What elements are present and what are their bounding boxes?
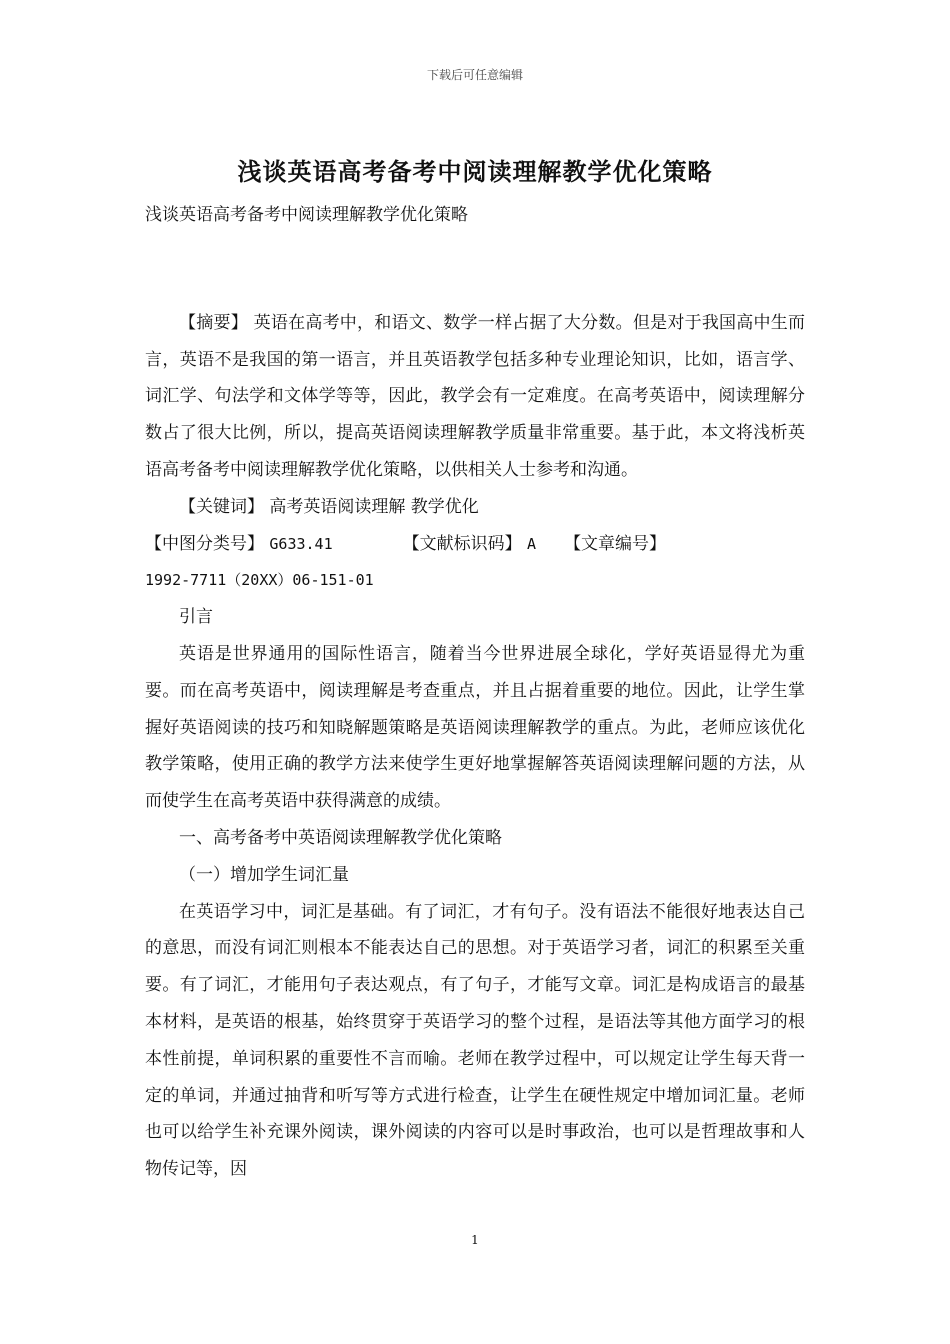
clc-value: G633.41	[269, 534, 333, 553]
keywords-text: 高考英语阅读理解 教学优化	[264, 496, 479, 517]
subsection-heading-1: （一）增加学生词汇量	[179, 864, 349, 885]
section-heading-1: 一、高考备考中英语阅读理解教学优化策略	[179, 827, 502, 848]
classification-line	[145, 526, 805, 563]
article-number-line	[145, 562, 805, 599]
abstract-text: 英语在高考中，和语文、数学一样占据了大分数。但是对于我国高中生而言，英语不是我国的第一语言，并且英语教学包括多种专业理论知识，比如，语言学、词汇学、句法学和文体学等等，因此，教学会有一定难度。在高考英语中，阅读理解分数占了很大比例，所以，提高英语阅读理解教学质量非常重要。基于此，本文将浅析英语高考备考中阅读理解教学优化策略，以供相关人士参考和沟通。	[145, 312, 806, 480]
intro-heading: 引言	[179, 607, 213, 628]
doc-code-value: A	[527, 534, 537, 553]
document-subtitle: 浅谈英语高考备考中阅读理解教学优化策略	[145, 205, 468, 225]
abstract-label: 【摘要】	[179, 312, 248, 333]
article-number-label: 【文章编号】	[564, 533, 667, 554]
intro-paragraph: 英语是世界通用的国际性语言，随着当今世界进展全球化，学好英语显得尤为重要。而在高考英语中，阅读理解是考查重点，并且占据着重要的地位。因此，让学生掌握好英语阅读的技巧和知晓解题策略是英语阅读理解教学的重点。为此，老师应该优化教学策略，使用正确的教学方法来使学生更好地掌握解答英语阅读理解问题的方法，从而使学生在高考英语中获得满意的成绩。	[145, 643, 805, 812]
spacer	[145, 268, 805, 305]
page-header: 下载后可任意编辑	[426, 68, 523, 82]
page-number: 1	[471, 1233, 479, 1247]
doc-code-label: 【文献标识码】	[402, 533, 522, 554]
clc-label: 【中图分类号】	[145, 533, 264, 554]
keywords-label: 【关键词】	[179, 496, 264, 517]
subsection-paragraph-1: 在英语学习中，词汇是基础。有了词汇，才有句子。没有语法不能很好地表达自己的意思，而没有词汇则根本不能表达自己的思想。对于英语学习者，词汇的积累至关重要。有了词汇，才能用句子表达观点，有了句子，才能写文章。词汇是构成语言的最基本材料，是英语的根基，始终贯穿于英语学习的整个过程，是语法等其他方面学习的根本性前提，单词积累的重要性不言而喻。老师在教学过程中，可以规定让学生每天背一定的单词，并通过抽背和听写等方式进行检查，让学生在硬性规定中增加词汇量。老师也可以给学生补充课外阅读，课外阅读的内容可以是时事政治，也可以是哲理故事和人物传记等，因	[145, 901, 805, 1180]
keywords-paragraph	[145, 489, 805, 526]
abstract-paragraph	[145, 305, 805, 489]
article-number-value: 1992-7711（20XX）06-151-01	[145, 571, 374, 590]
document-body	[145, 268, 805, 1188]
document-title: 浅谈英语高考备考中阅读理解教学优化策略	[237, 157, 713, 186]
